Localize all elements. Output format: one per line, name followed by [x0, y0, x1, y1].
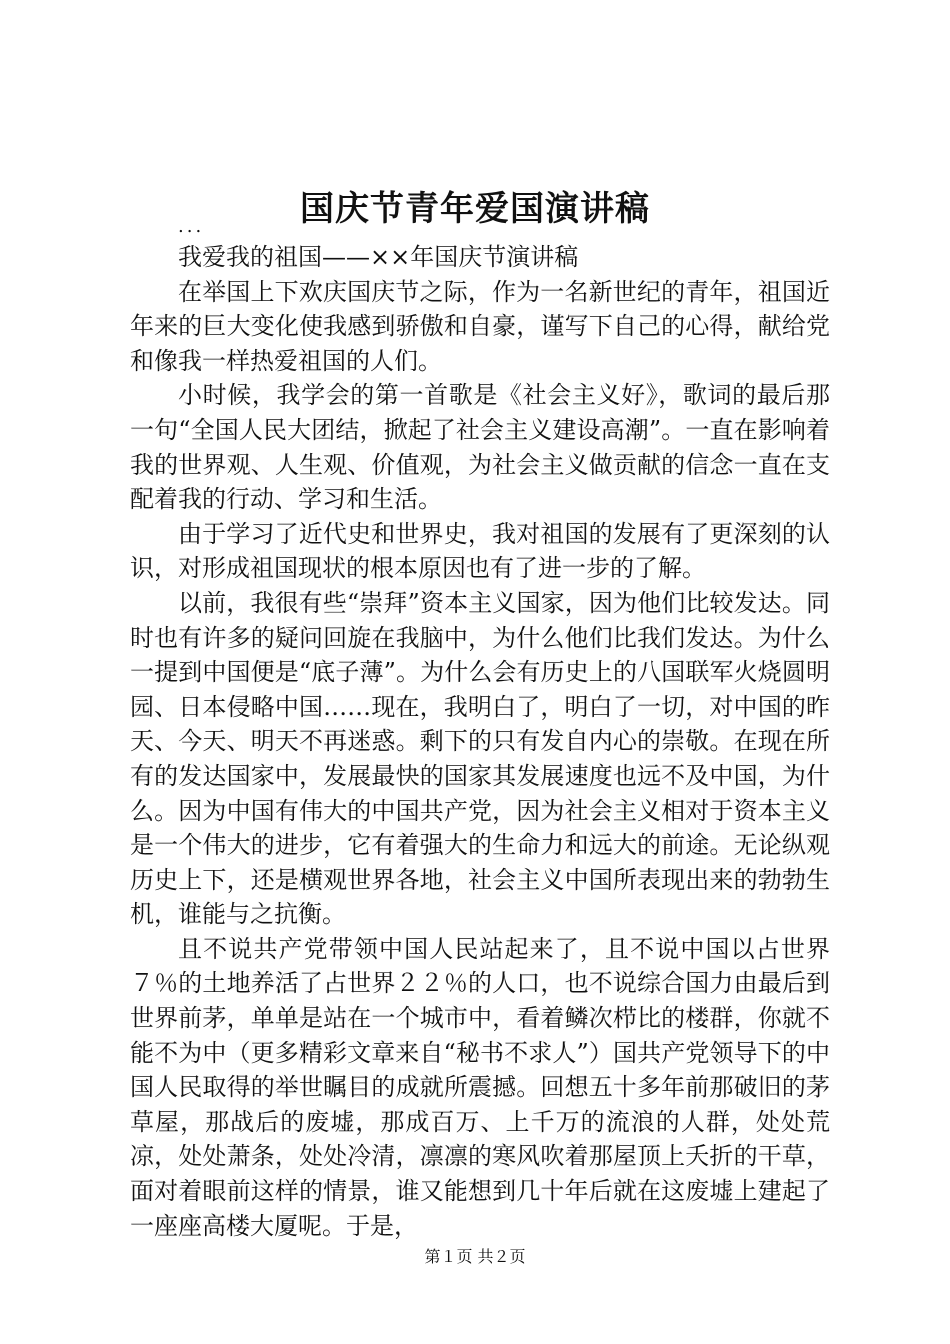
speech-subtitle: 我爱我的祖国——××年国庆节演讲稿 [178, 243, 579, 271]
document-title: 国庆节青年爱国演讲稿 [300, 189, 650, 229]
document-body [130, 240, 830, 1243]
body-paragraph: 在举国上下欢庆国庆节之际，作为一名新世纪的青年，祖国近年来的巨大变化使我感到骄傲和自豪，谨写下自己的心得，献给党和像我一样热爱祖国的人们。 [130, 277, 830, 375]
page-number-footer: 第１页 共２页 [424, 1247, 526, 1266]
ellipsis-marker: ... [178, 216, 205, 237]
body-paragraph: 以前，我很有些“崇拜”资本主义国家，因为他们比较发达。同时也有许多的疑问回旋在我脑中，为什么他们比我们发达。为什么一提到中国便是“底子薄”。为什么会有历史上的八国联军火烧圆明园、日本侵略中国……现在，我明白了，明白了一切，对中国的昨天、今天、明天不再迷惑。剩下的只有发自内心的崇敬。在现在所有的发达国家中，发展最快的国家其发展速度也远不及中国，为什么。因为中国有伟大的中国共产党，因为社会主义相对于资本主义是一个伟大的进步，它有着强大的生命力和远大的前途。无论纵观历史上下，还是横观世界各地，社会主义中国所表现出来的勃勃生机，谁能与之抗衡。 [130, 588, 830, 929]
body-paragraph: 由于学习了近代史和世界史，我对祖国的发展有了更深刻的认识，对形成祖国现状的根本原因也有了进一步的了解。 [130, 519, 830, 583]
body-paragraph: 且不说共产党带领中国人民站起来了，且不说中国以占世界７％的土地养活了占世界２２％的人口，也不说综合国力由最后到世界前茅，单单是站在一个城市中，看着鳞次栉比的楼群，你就不能不为中（更多精彩文章来自“秘书不求人”）国共产党领导下的中国人民取得的举世瞩目的成就所震撼。回想五十多年前那破旧的茅草屋，那战后的废墟，那成百万、上千万的流浪的人群，处处荒凉，处处萧条，处处冷清，凛凛的寒风吹着那屋顶上夭折的干草，面对着眼前这样的情景，谁又能想到几十年后就在这废墟上建起了一座座高楼大厦呢。于是， [130, 934, 830, 1240]
body-paragraph: 小时候，我学会的第一首歌是《社会主义好》，歌词的最后那一句“全国人民大团结，掀起了社会主义建设高潮”。一直在影响着我的世界观、人生观、价值观，为社会主义做贡献的信念一直在支配着我的行动、学习和生活。 [130, 381, 830, 514]
